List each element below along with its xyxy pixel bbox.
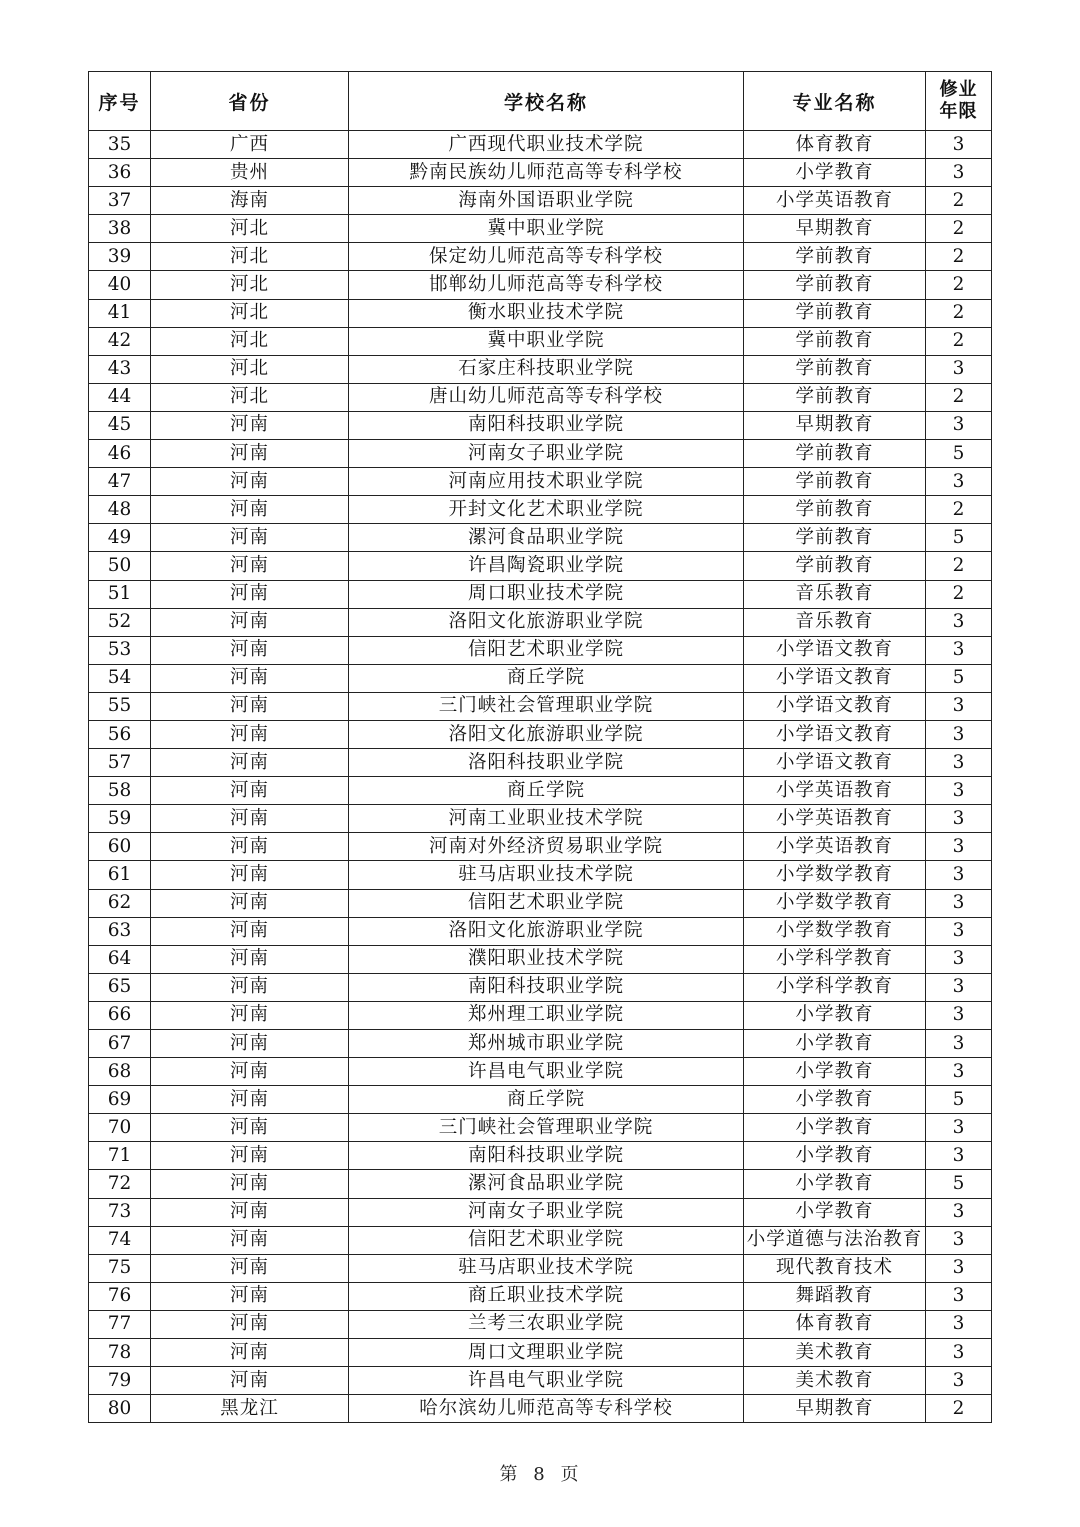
cell-school: 许昌电气职业学院 <box>349 1367 744 1395</box>
cell-major: 小学英语教育 <box>744 187 926 215</box>
cell-province: 河南 <box>151 664 349 692</box>
cell-no: 69 <box>89 1086 151 1114</box>
cell-school: 开封文化艺术职业学院 <box>349 496 744 524</box>
cell-province: 河南 <box>151 1339 349 1367</box>
cell-no: 55 <box>89 692 151 720</box>
cell-school: 邯郸幼儿师范高等专科学校 <box>349 271 744 299</box>
cell-school: 保定幼儿师范高等专科学校 <box>349 243 744 271</box>
cell-years: 2 <box>926 1395 992 1423</box>
cell-province: 河南 <box>151 552 349 580</box>
cell-province: 河南 <box>151 805 349 833</box>
cell-major: 学前教育 <box>744 552 926 580</box>
cell-years: 5 <box>926 524 992 552</box>
cell-major: 音乐教育 <box>744 580 926 608</box>
cell-major: 学前教育 <box>744 355 926 383</box>
cell-no: 68 <box>89 1058 151 1086</box>
table-body <box>89 131 992 1423</box>
cell-major: 现代教育技术 <box>744 1254 926 1282</box>
cell-years: 3 <box>926 1030 992 1058</box>
cell-no: 77 <box>89 1310 151 1338</box>
cell-province: 河南 <box>151 1198 349 1226</box>
cell-no: 80 <box>89 1395 151 1423</box>
cell-school: 冀中职业学院 <box>349 215 744 243</box>
cell-years: 3 <box>926 1142 992 1170</box>
cell-province: 河南 <box>151 1142 349 1170</box>
cell-years: 3 <box>926 468 992 496</box>
cell-no: 58 <box>89 777 151 805</box>
table-row <box>89 327 992 355</box>
table-row <box>89 1086 992 1114</box>
cell-school: 广西现代职业技术学院 <box>349 131 744 159</box>
table-row <box>89 1254 992 1282</box>
cell-province: 河南 <box>151 1030 349 1058</box>
cell-no: 44 <box>89 383 151 411</box>
cell-years: 2 <box>926 580 992 608</box>
cell-years: 2 <box>926 496 992 524</box>
cell-no: 51 <box>89 580 151 608</box>
cell-major: 学前教育 <box>744 299 926 327</box>
cell-years: 3 <box>926 411 992 439</box>
table-row <box>89 1310 992 1338</box>
cell-major: 小学教育 <box>744 1114 926 1142</box>
cell-province: 河南 <box>151 917 349 945</box>
table-row <box>89 1030 992 1058</box>
cell-province: 河北 <box>151 299 349 327</box>
cell-no: 53 <box>89 636 151 664</box>
cell-school: 河南女子职业学院 <box>349 440 744 468</box>
cell-major: 小学语文教育 <box>744 720 926 748</box>
cell-major: 小学教育 <box>744 1001 926 1029</box>
cell-no: 78 <box>89 1339 151 1367</box>
cell-major: 学前教育 <box>744 468 926 496</box>
table-row <box>89 131 992 159</box>
cell-school: 洛阳文化旅游职业学院 <box>349 917 744 945</box>
header-school: 学校名称 <box>349 72 744 131</box>
cell-years: 3 <box>926 1001 992 1029</box>
cell-major: 小学英语教育 <box>744 777 926 805</box>
cell-school: 南阳科技职业学院 <box>349 411 744 439</box>
cell-school: 信阳艺术职业学院 <box>349 889 744 917</box>
cell-no: 36 <box>89 159 151 187</box>
table-row <box>89 861 992 889</box>
cell-province: 河南 <box>151 945 349 973</box>
table-row <box>89 1339 992 1367</box>
cell-years: 3 <box>926 1058 992 1086</box>
cell-no: 59 <box>89 805 151 833</box>
cell-school: 许昌陶瓷职业学院 <box>349 552 744 580</box>
cell-years: 3 <box>926 861 992 889</box>
cell-school: 唐山幼儿师范高等专科学校 <box>349 383 744 411</box>
cell-province: 河南 <box>151 749 349 777</box>
cell-no: 74 <box>89 1226 151 1254</box>
cell-years: 3 <box>926 945 992 973</box>
header-no: 序号 <box>89 72 151 131</box>
cell-major: 小学教育 <box>744 159 926 187</box>
cell-major: 小学教育 <box>744 1058 926 1086</box>
school-major-table <box>88 71 992 1423</box>
page-footer <box>0 1460 1080 1486</box>
footer-page-number: 8 <box>533 1464 547 1485</box>
cell-province: 河南 <box>151 1114 349 1142</box>
cell-major: 小学语文教育 <box>744 749 926 777</box>
cell-years: 3 <box>926 1114 992 1142</box>
cell-major: 学前教育 <box>744 327 926 355</box>
header-years-line1: 修业 <box>939 79 978 100</box>
cell-school: 河南对外经济贸易职业学院 <box>349 833 744 861</box>
cell-years: 5 <box>926 664 992 692</box>
cell-no: 63 <box>89 917 151 945</box>
cell-no: 37 <box>89 187 151 215</box>
table-row <box>89 833 992 861</box>
cell-years: 3 <box>926 1367 992 1395</box>
cell-school: 三门峡社会管理职业学院 <box>349 692 744 720</box>
table-row <box>89 411 992 439</box>
table-row <box>89 1367 992 1395</box>
table-row <box>89 1226 992 1254</box>
cell-major: 小学语文教育 <box>744 636 926 664</box>
cell-province: 广西 <box>151 131 349 159</box>
cell-province: 河南 <box>151 608 349 636</box>
cell-major: 体育教育 <box>744 1310 926 1338</box>
cell-no: 57 <box>89 749 151 777</box>
cell-no: 65 <box>89 973 151 1001</box>
table-row <box>89 1001 992 1029</box>
cell-no: 49 <box>89 524 151 552</box>
table-row <box>89 355 992 383</box>
cell-no: 54 <box>89 664 151 692</box>
cell-school: 漯河食品职业学院 <box>349 1170 744 1198</box>
cell-major: 学前教育 <box>744 524 926 552</box>
cell-no: 38 <box>89 215 151 243</box>
table-row <box>89 580 992 608</box>
cell-years: 3 <box>926 749 992 777</box>
cell-school: 濮阳职业技术学院 <box>349 945 744 973</box>
cell-years: 3 <box>926 131 992 159</box>
cell-province: 河南 <box>151 1282 349 1310</box>
cell-province: 河南 <box>151 833 349 861</box>
cell-province: 河南 <box>151 1367 349 1395</box>
cell-no: 35 <box>89 131 151 159</box>
cell-school: 哈尔滨幼儿师范高等专科学校 <box>349 1395 744 1423</box>
cell-major: 小学教育 <box>744 1142 926 1170</box>
table-row <box>89 187 992 215</box>
table-row <box>89 299 992 327</box>
table-row <box>89 692 992 720</box>
cell-major: 小学教育 <box>744 1086 926 1114</box>
table-row <box>89 1282 992 1310</box>
table-row <box>89 271 992 299</box>
cell-no: 79 <box>89 1367 151 1395</box>
cell-major: 学前教育 <box>744 496 926 524</box>
cell-school: 兰考三农职业学院 <box>349 1310 744 1338</box>
cell-years: 2 <box>926 383 992 411</box>
cell-major: 学前教育 <box>744 383 926 411</box>
cell-major: 体育教育 <box>744 131 926 159</box>
cell-province: 河南 <box>151 411 349 439</box>
cell-no: 71 <box>89 1142 151 1170</box>
table-row <box>89 440 992 468</box>
table-row <box>89 1198 992 1226</box>
cell-years: 3 <box>926 973 992 1001</box>
cell-years: 3 <box>926 159 992 187</box>
cell-years: 3 <box>926 1339 992 1367</box>
cell-school: 黔南民族幼儿师范高等专科学校 <box>349 159 744 187</box>
cell-major: 学前教育 <box>744 243 926 271</box>
cell-no: 45 <box>89 411 151 439</box>
cell-province: 河北 <box>151 327 349 355</box>
cell-province: 河南 <box>151 1170 349 1198</box>
cell-province: 河南 <box>151 889 349 917</box>
cell-no: 47 <box>89 468 151 496</box>
cell-province: 河南 <box>151 720 349 748</box>
cell-major: 小学数学教育 <box>744 917 926 945</box>
cell-school: 三门峡社会管理职业学院 <box>349 1114 744 1142</box>
table-row <box>89 1114 992 1142</box>
cell-province: 黑龙江 <box>151 1395 349 1423</box>
table-row <box>89 552 992 580</box>
cell-no: 43 <box>89 355 151 383</box>
cell-province: 河北 <box>151 215 349 243</box>
header-row <box>89 72 992 131</box>
table-row <box>89 917 992 945</box>
cell-years: 3 <box>926 692 992 720</box>
cell-years: 2 <box>926 187 992 215</box>
table-row <box>89 720 992 748</box>
cell-years: 3 <box>926 833 992 861</box>
cell-province: 河南 <box>151 468 349 496</box>
cell-school: 洛阳科技职业学院 <box>349 749 744 777</box>
cell-major: 小学教育 <box>744 1198 926 1226</box>
cell-no: 41 <box>89 299 151 327</box>
cell-years: 5 <box>926 1170 992 1198</box>
cell-province: 河南 <box>151 580 349 608</box>
cell-no: 64 <box>89 945 151 973</box>
cell-major: 小学英语教育 <box>744 805 926 833</box>
cell-school: 周口文理职业学院 <box>349 1339 744 1367</box>
cell-school: 信阳艺术职业学院 <box>349 636 744 664</box>
cell-major: 学前教育 <box>744 271 926 299</box>
cell-years: 5 <box>926 440 992 468</box>
cell-school: 驻马店职业技术学院 <box>349 1254 744 1282</box>
cell-school: 驻马店职业技术学院 <box>349 861 744 889</box>
cell-no: 72 <box>89 1170 151 1198</box>
cell-province: 河南 <box>151 777 349 805</box>
cell-major: 小学数学教育 <box>744 861 926 889</box>
cell-years: 3 <box>926 1254 992 1282</box>
cell-school: 漯河食品职业学院 <box>349 524 744 552</box>
table-row <box>89 749 992 777</box>
cell-major: 小学教育 <box>744 1030 926 1058</box>
table-row <box>89 777 992 805</box>
cell-no: 76 <box>89 1282 151 1310</box>
cell-major: 小学科学教育 <box>744 945 926 973</box>
cell-years: 3 <box>926 720 992 748</box>
table-row <box>89 524 992 552</box>
table-row <box>89 805 992 833</box>
cell-province: 河南 <box>151 524 349 552</box>
cell-no: 70 <box>89 1114 151 1142</box>
cell-no: 50 <box>89 552 151 580</box>
cell-major: 小学数学教育 <box>744 889 926 917</box>
cell-province: 河南 <box>151 1310 349 1338</box>
table-row <box>89 383 992 411</box>
cell-years: 2 <box>926 243 992 271</box>
cell-province: 贵州 <box>151 159 349 187</box>
cell-years: 5 <box>926 1086 992 1114</box>
cell-school: 商丘学院 <box>349 777 744 805</box>
cell-major: 美术教育 <box>744 1367 926 1395</box>
cell-province: 河南 <box>151 636 349 664</box>
header-major: 专业名称 <box>744 72 926 131</box>
cell-years: 3 <box>926 917 992 945</box>
table-header <box>89 72 992 131</box>
cell-no: 60 <box>89 833 151 861</box>
cell-school: 周口职业技术学院 <box>349 580 744 608</box>
table-row <box>89 215 992 243</box>
table-row <box>89 496 992 524</box>
cell-years: 3 <box>926 636 992 664</box>
table-row <box>89 159 992 187</box>
cell-no: 48 <box>89 496 151 524</box>
cell-school: 郑州城市职业学院 <box>349 1030 744 1058</box>
cell-province: 河南 <box>151 1086 349 1114</box>
cell-major: 小学语文教育 <box>744 664 926 692</box>
cell-school: 石家庄科技职业学院 <box>349 355 744 383</box>
cell-major: 舞蹈教育 <box>744 1282 926 1310</box>
cell-major: 小学科学教育 <box>744 973 926 1001</box>
footer-suffix: 页 <box>560 1464 581 1485</box>
table-row <box>89 1395 992 1423</box>
cell-years: 2 <box>926 552 992 580</box>
cell-school: 河南应用技术职业学院 <box>349 468 744 496</box>
cell-no: 67 <box>89 1030 151 1058</box>
cell-major: 早期教育 <box>744 1395 926 1423</box>
cell-years: 3 <box>926 1226 992 1254</box>
cell-school: 商丘职业技术学院 <box>349 1282 744 1310</box>
cell-years: 2 <box>926 327 992 355</box>
cell-province: 河北 <box>151 383 349 411</box>
table-row <box>89 636 992 664</box>
cell-province: 河北 <box>151 271 349 299</box>
cell-years: 3 <box>926 889 992 917</box>
footer-prefix: 第 <box>499 1464 520 1485</box>
table-row <box>89 1058 992 1086</box>
cell-province: 河南 <box>151 861 349 889</box>
table-row <box>89 608 992 636</box>
cell-no: 75 <box>89 1254 151 1282</box>
table-row <box>89 664 992 692</box>
table-row <box>89 1170 992 1198</box>
cell-province: 海南 <box>151 187 349 215</box>
cell-no: 56 <box>89 720 151 748</box>
cell-years: 3 <box>926 1282 992 1310</box>
table-row <box>89 973 992 1001</box>
cell-province: 河北 <box>151 355 349 383</box>
cell-school: 商丘学院 <box>349 1086 744 1114</box>
cell-school: 海南外国语职业学院 <box>349 187 744 215</box>
cell-school: 商丘学院 <box>349 664 744 692</box>
cell-major: 学前教育 <box>744 440 926 468</box>
cell-years: 3 <box>926 608 992 636</box>
cell-no: 73 <box>89 1198 151 1226</box>
cell-years: 2 <box>926 271 992 299</box>
table-row <box>89 468 992 496</box>
cell-school: 河南工业职业技术学院 <box>349 805 744 833</box>
cell-school: 河南女子职业学院 <box>349 1198 744 1226</box>
cell-province: 河南 <box>151 973 349 1001</box>
cell-major: 音乐教育 <box>744 608 926 636</box>
cell-years: 3 <box>926 805 992 833</box>
cell-province: 河南 <box>151 692 349 720</box>
cell-major: 小学教育 <box>744 1170 926 1198</box>
cell-province: 河南 <box>151 496 349 524</box>
cell-major: 早期教育 <box>744 215 926 243</box>
cell-no: 61 <box>89 861 151 889</box>
cell-school: 衡水职业技术学院 <box>349 299 744 327</box>
cell-years: 3 <box>926 1198 992 1226</box>
cell-school: 南阳科技职业学院 <box>349 973 744 1001</box>
cell-years: 2 <box>926 215 992 243</box>
cell-province: 河南 <box>151 1226 349 1254</box>
cell-province: 河南 <box>151 1058 349 1086</box>
cell-no: 62 <box>89 889 151 917</box>
cell-major: 小学道德与法治教育 <box>744 1226 926 1254</box>
table-row <box>89 889 992 917</box>
cell-no: 66 <box>89 1001 151 1029</box>
cell-no: 52 <box>89 608 151 636</box>
table-row <box>89 945 992 973</box>
cell-school: 洛阳文化旅游职业学院 <box>349 608 744 636</box>
cell-no: 39 <box>89 243 151 271</box>
cell-years: 3 <box>926 1310 992 1338</box>
cell-major: 早期教育 <box>744 411 926 439</box>
header-years-line2: 年限 <box>939 101 978 122</box>
cell-province: 河北 <box>151 243 349 271</box>
cell-years: 3 <box>926 355 992 383</box>
cell-school: 郑州理工职业学院 <box>349 1001 744 1029</box>
cell-no: 40 <box>89 271 151 299</box>
header-province: 省份 <box>151 72 349 131</box>
cell-province: 河南 <box>151 1254 349 1282</box>
cell-school: 冀中职业学院 <box>349 327 744 355</box>
table-row <box>89 1142 992 1170</box>
cell-no: 46 <box>89 440 151 468</box>
cell-no: 42 <box>89 327 151 355</box>
table-row <box>89 243 992 271</box>
cell-school: 南阳科技职业学院 <box>349 1142 744 1170</box>
header-years <box>926 72 992 131</box>
cell-major: 小学英语教育 <box>744 833 926 861</box>
cell-province: 河南 <box>151 1001 349 1029</box>
cell-years: 3 <box>926 777 992 805</box>
cell-school: 洛阳文化旅游职业学院 <box>349 720 744 748</box>
cell-major: 小学语文教育 <box>744 692 926 720</box>
cell-province: 河南 <box>151 440 349 468</box>
cell-major: 美术教育 <box>744 1339 926 1367</box>
cell-school: 信阳艺术职业学院 <box>349 1226 744 1254</box>
cell-years: 2 <box>926 299 992 327</box>
cell-school: 许昌电气职业学院 <box>349 1058 744 1086</box>
